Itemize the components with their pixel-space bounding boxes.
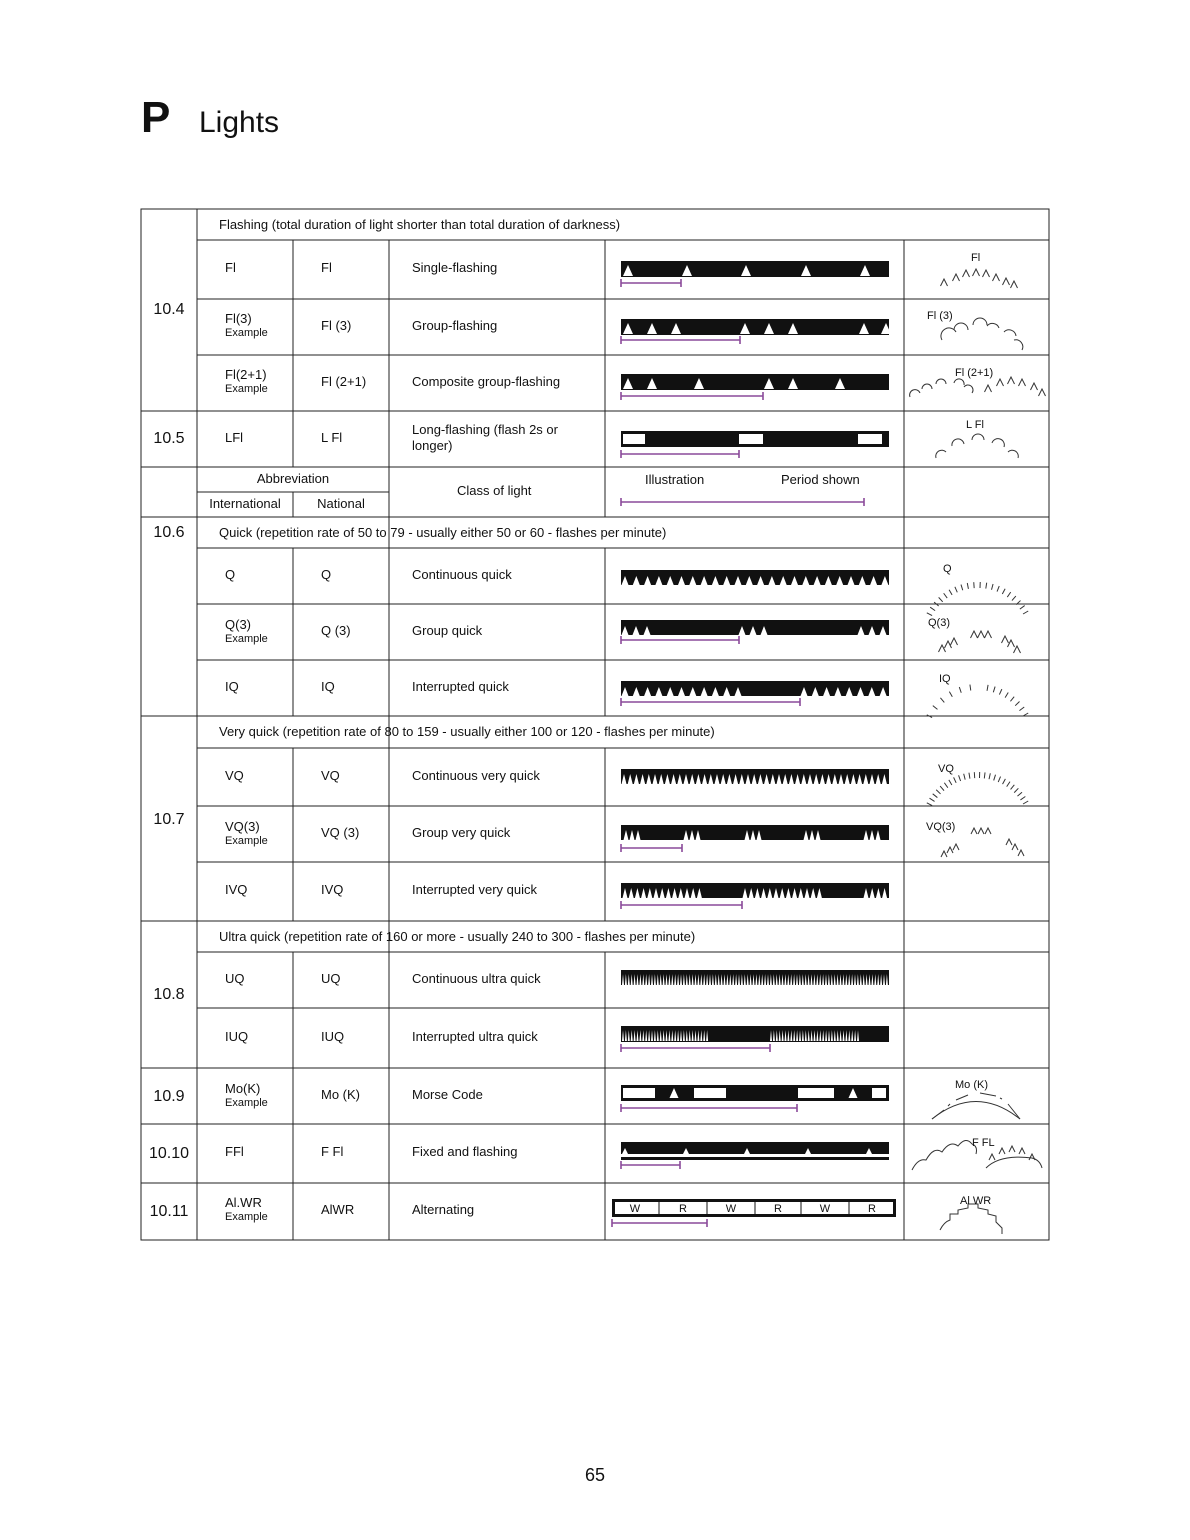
row-iuq-international: IUQ [225, 1029, 249, 1044]
row-vq3-international: VQ(3) [225, 819, 260, 834]
row-fl-chart-label: Fl [971, 252, 981, 264]
q-sketch [1002, 589, 1005, 594]
fl21-sketch [964, 385, 973, 393]
row-vq3-national: VQ (3) [321, 825, 360, 840]
fl21-sketch [1019, 379, 1026, 386]
iq-sketch [933, 706, 938, 710]
q-sketch [955, 587, 957, 593]
row-fl-class: Single-flashing [412, 260, 498, 275]
bar-mo [621, 1085, 889, 1101]
row-ffl-chart-label: F FL [972, 1137, 995, 1149]
vq3-sketch [941, 851, 947, 857]
row-lfl-class-line1: Long-flashing (flash 2s or [412, 422, 558, 437]
row-mo-national: Mo (K) [321, 1087, 360, 1102]
q-sketch [930, 607, 935, 610]
row-fl21-national: Fl (2+1) [321, 374, 367, 389]
vq-sketch [936, 790, 940, 794]
fl3-sketch [973, 318, 987, 325]
row-fl-national: Fl [321, 260, 332, 275]
alwr-segment-5: W [819, 1203, 831, 1215]
vq3-sketch [953, 844, 959, 850]
row-iuq-national: IUQ [321, 1029, 345, 1044]
mo-sketch [932, 1093, 1020, 1119]
row-lfl-chart-label: L Fl [966, 419, 984, 431]
alwr-segment-4: R [774, 1203, 782, 1215]
row-fl21-international: Fl(2+1) [225, 367, 267, 382]
number-10-6: 10.6 [153, 524, 185, 541]
legend-period-shown: Period shown [781, 472, 860, 487]
alwr-inner [615, 1202, 893, 1214]
row-alwr-class: Alternating [412, 1202, 475, 1217]
section-letter: P [141, 93, 171, 142]
ffl-sketch [912, 1140, 977, 1170]
lfl-sketch [992, 439, 1004, 447]
row-fl3-class: Group-flashing [412, 318, 498, 333]
q3-sketch [951, 638, 958, 645]
row-vq3-class: Group very quick [412, 825, 511, 840]
row-fl3-international: Fl(3) [225, 311, 252, 326]
row-vq-national: VQ [321, 768, 340, 783]
lfl-sketch [1008, 450, 1018, 458]
ffl-sketch [1019, 1148, 1025, 1154]
bar-fl21 [621, 374, 889, 390]
q-sketch [1012, 596, 1016, 601]
section-ultra-quick: Ultra quick (repetition rate of 160 or more - usually 240 to 300 - flashes per minute) [219, 929, 696, 944]
number-10-7: 10.7 [153, 811, 185, 828]
vq-sketch [1017, 792, 1022, 796]
q-sketch [939, 597, 943, 601]
iq-sketch [970, 685, 971, 691]
fl3-sketch [1014, 340, 1023, 350]
vq3-sketch [1018, 850, 1024, 856]
q3-sketch [1008, 640, 1015, 647]
row-vq-chart-label: VQ [938, 763, 954, 775]
row-iq-class: Interrupted quick [412, 679, 509, 694]
alwr-sketch [940, 1204, 1002, 1234]
row-q3-international: Q(3) [225, 617, 251, 632]
lfl-flash [623, 434, 645, 444]
number-10-10: 10.10 [148, 1145, 190, 1162]
row-ivq-class: Interrupted very quick [412, 882, 538, 897]
vq-sketch [944, 783, 947, 788]
fl21-sketch [985, 385, 992, 392]
row-iq-international: IQ [225, 679, 239, 694]
row-ffl-international: FFl [225, 1144, 244, 1159]
page-number: 65 [584, 1465, 606, 1485]
number-10-9: 10.9 [153, 1088, 185, 1105]
q3-sketch [978, 631, 985, 638]
q-sketch [992, 584, 994, 590]
q-sketch [927, 613, 932, 616]
vq-sketch [989, 773, 990, 779]
vq-sketch [933, 794, 938, 798]
row-fl3-chart-label: Fl (3) [927, 310, 953, 322]
fl21-sketch [1031, 383, 1038, 390]
ffl-sketch [1009, 1146, 1015, 1152]
mo-dash [694, 1088, 726, 1098]
row-mo-chart-label: Mo (K) [955, 1079, 988, 1091]
fl21-sketch [922, 384, 932, 389]
row-iq-national: IQ [321, 679, 335, 694]
bar-ffl [621, 1142, 889, 1154]
vq-sketch [994, 775, 996, 781]
q3-sketch [939, 645, 946, 652]
alwr-segment-1: W [629, 1203, 641, 1215]
vq3-sketch [971, 828, 977, 834]
q3-sketch [1014, 646, 1021, 653]
mo-dash [798, 1088, 834, 1098]
row-fl21-example: Example [225, 383, 268, 395]
lfl-sketch [936, 450, 946, 458]
row-lfl-international: LFl [225, 430, 244, 445]
row-q3-class: Group quick [412, 623, 483, 638]
row-iq-chart-label: IQ [939, 673, 951, 685]
vq-sketch [927, 803, 932, 806]
q-sketch [1007, 592, 1010, 597]
lfl-flash [739, 434, 763, 444]
row-alwr-national: AlWR [321, 1202, 355, 1217]
iq-sketch [999, 689, 1001, 694]
legend-national: National [317, 496, 365, 511]
fl21-sketch [997, 379, 1004, 386]
bar-vq3 [621, 825, 889, 840]
q-sketch [944, 593, 948, 598]
row-uq-international: UQ [225, 971, 245, 986]
number-10-5: 10.5 [153, 430, 185, 447]
row-alwr-international: Al.WR [225, 1195, 262, 1210]
q-sketch [997, 586, 999, 592]
fl21-sketch [936, 379, 946, 384]
row-ffl-national: F Fl [321, 1144, 344, 1159]
vq-sketch [1014, 788, 1018, 792]
fl3-sketch [954, 323, 968, 330]
row-mo-example: Example [225, 1097, 268, 1109]
vq-sketch [959, 775, 961, 781]
row-lfl-class-line2: longer) [412, 438, 453, 453]
row-vq-international: VQ [225, 768, 244, 783]
bar-fl3 [621, 319, 889, 335]
row-q-chart-label: Q [943, 563, 952, 575]
fl21-sketch [910, 390, 920, 397]
alwr-segment-6: R [868, 1203, 876, 1215]
row-iuq-class: Interrupted ultra quick [412, 1029, 538, 1044]
number-10-4: 10.4 [153, 301, 185, 318]
vq-sketch [998, 777, 1000, 783]
row-uq-class: Continuous ultra quick [412, 971, 541, 986]
fl-sketch [983, 270, 990, 277]
row-q-national: Q [321, 567, 332, 582]
fl21-sketch [954, 379, 964, 385]
section-flashing: Flashing (total duration of light shorter than total duration of darkness) [219, 217, 621, 232]
vq-sketch [1020, 796, 1025, 799]
section-very-quick: Very quick (repetition rate of 80 to 159 - usually either 100 or 120 - flashes per minute) [219, 724, 715, 739]
fl-sketch [1003, 278, 1010, 285]
row-fl3-national: Fl (3) [321, 318, 352, 333]
lfl-sketch [972, 434, 984, 440]
row-ivq-national: IVQ [321, 882, 344, 897]
row-mo-international: Mo(K) [225, 1081, 261, 1096]
legend-international: International [209, 496, 281, 511]
legend-class-of-light: Class of light [457, 483, 532, 498]
vq3-sketch [947, 847, 953, 853]
lfl-flash [858, 434, 882, 444]
lfl-sketch [952, 439, 964, 446]
page-title: Lights [199, 106, 280, 139]
vq-sketch [984, 772, 985, 778]
ffl-sketch [999, 1148, 1005, 1154]
row-q-international: Q [225, 567, 236, 582]
iq-sketch [949, 692, 952, 697]
row-fl21-class: Composite group-flashing [412, 374, 561, 389]
q-sketch [961, 585, 963, 591]
section-quick: Quick (repetition rate of 50 to 79 - usually either 50 or 60 - flashes per minute) [219, 525, 667, 540]
row-vq3-chart-label: VQ(3) [926, 821, 956, 833]
alwr-segment-3: W [725, 1203, 737, 1215]
row-ffl-class: Fixed and flashing [412, 1144, 518, 1159]
vq3-sketch [1012, 844, 1018, 850]
q3-sketch [985, 631, 992, 638]
q-sketch [1023, 611, 1028, 614]
row-fl21-chart-label: Fl (2+1) [955, 367, 994, 379]
row-mo-class: Morse Code [412, 1087, 483, 1102]
row-fl3-example: Example [225, 327, 268, 339]
mo-sketch-guide [932, 1102, 1020, 1120]
mo-dash [623, 1088, 655, 1098]
fl3-sketch [1004, 330, 1016, 336]
row-alwr-chart-label: Al WR [960, 1195, 992, 1207]
vq3-sketch [1006, 839, 1012, 845]
mo-dash [872, 1088, 886, 1098]
vq-sketch [954, 777, 957, 782]
vq-sketch [1003, 779, 1006, 784]
vq-sketch [930, 798, 935, 801]
row-q3-example: Example [225, 633, 268, 645]
vq-sketch [1011, 785, 1015, 790]
fl-sketch [973, 269, 980, 276]
fl21-sketch [1008, 377, 1015, 384]
q-sketch [986, 583, 987, 589]
vq3-sketch [978, 828, 984, 834]
vq-sketch [1023, 801, 1028, 804]
iq-sketch [993, 687, 995, 693]
number-10-8: 10.8 [153, 986, 185, 1003]
vq-sketch [969, 773, 970, 779]
ffl-sketch [989, 1154, 995, 1160]
iq-sketch [959, 687, 961, 693]
vq-sketch [964, 774, 965, 780]
q-sketch [949, 590, 952, 595]
number-10-11: 10.11 [149, 1203, 189, 1220]
row-fl-international: Fl [225, 260, 236, 275]
iq-sketch [1010, 697, 1014, 702]
row-q3-national: Q (3) [321, 623, 351, 638]
row-vq-class: Continuous very quick [412, 768, 540, 783]
fl-sketch [1011, 281, 1018, 288]
fl-sketch [993, 274, 1000, 281]
row-uq-national: UQ [321, 971, 341, 986]
row-ivq-international: IVQ [225, 882, 248, 897]
vq-sketch [949, 780, 952, 785]
q3-sketch [1002, 636, 1009, 643]
q-sketch [1020, 606, 1025, 610]
alwr-segment-2: R [679, 1203, 687, 1215]
iq-sketch [987, 685, 988, 691]
bar-fl [621, 261, 889, 277]
iq-sketch [940, 698, 944, 703]
fl21-sketch [1039, 389, 1046, 396]
legend-abbreviation: Abbreviation [256, 471, 330, 486]
bar-ffl-fixed [621, 1157, 889, 1160]
row-alwr-example: Example [225, 1211, 268, 1223]
legend-illustration: Illustration [645, 472, 705, 487]
vq3-sketch [985, 828, 991, 834]
fl-sketch [953, 274, 960, 281]
row-vq3-example: Example [225, 835, 268, 847]
vq-sketch [1007, 782, 1010, 787]
row-lfl-national: L Fl [321, 430, 343, 445]
q3-sketch [971, 631, 978, 638]
iq-sketch [1005, 693, 1008, 698]
fl-sketch [941, 279, 948, 286]
fl-sketch [963, 270, 970, 277]
iq-sketch [1019, 707, 1024, 711]
fl3-sketch [987, 323, 999, 328]
vq-sketch [940, 786, 944, 791]
row-q3-chart-label: Q(3) [928, 617, 950, 629]
row-q-class: Continuous quick [412, 567, 512, 582]
q-sketch [967, 583, 968, 589]
iq-sketch [1015, 702, 1019, 706]
